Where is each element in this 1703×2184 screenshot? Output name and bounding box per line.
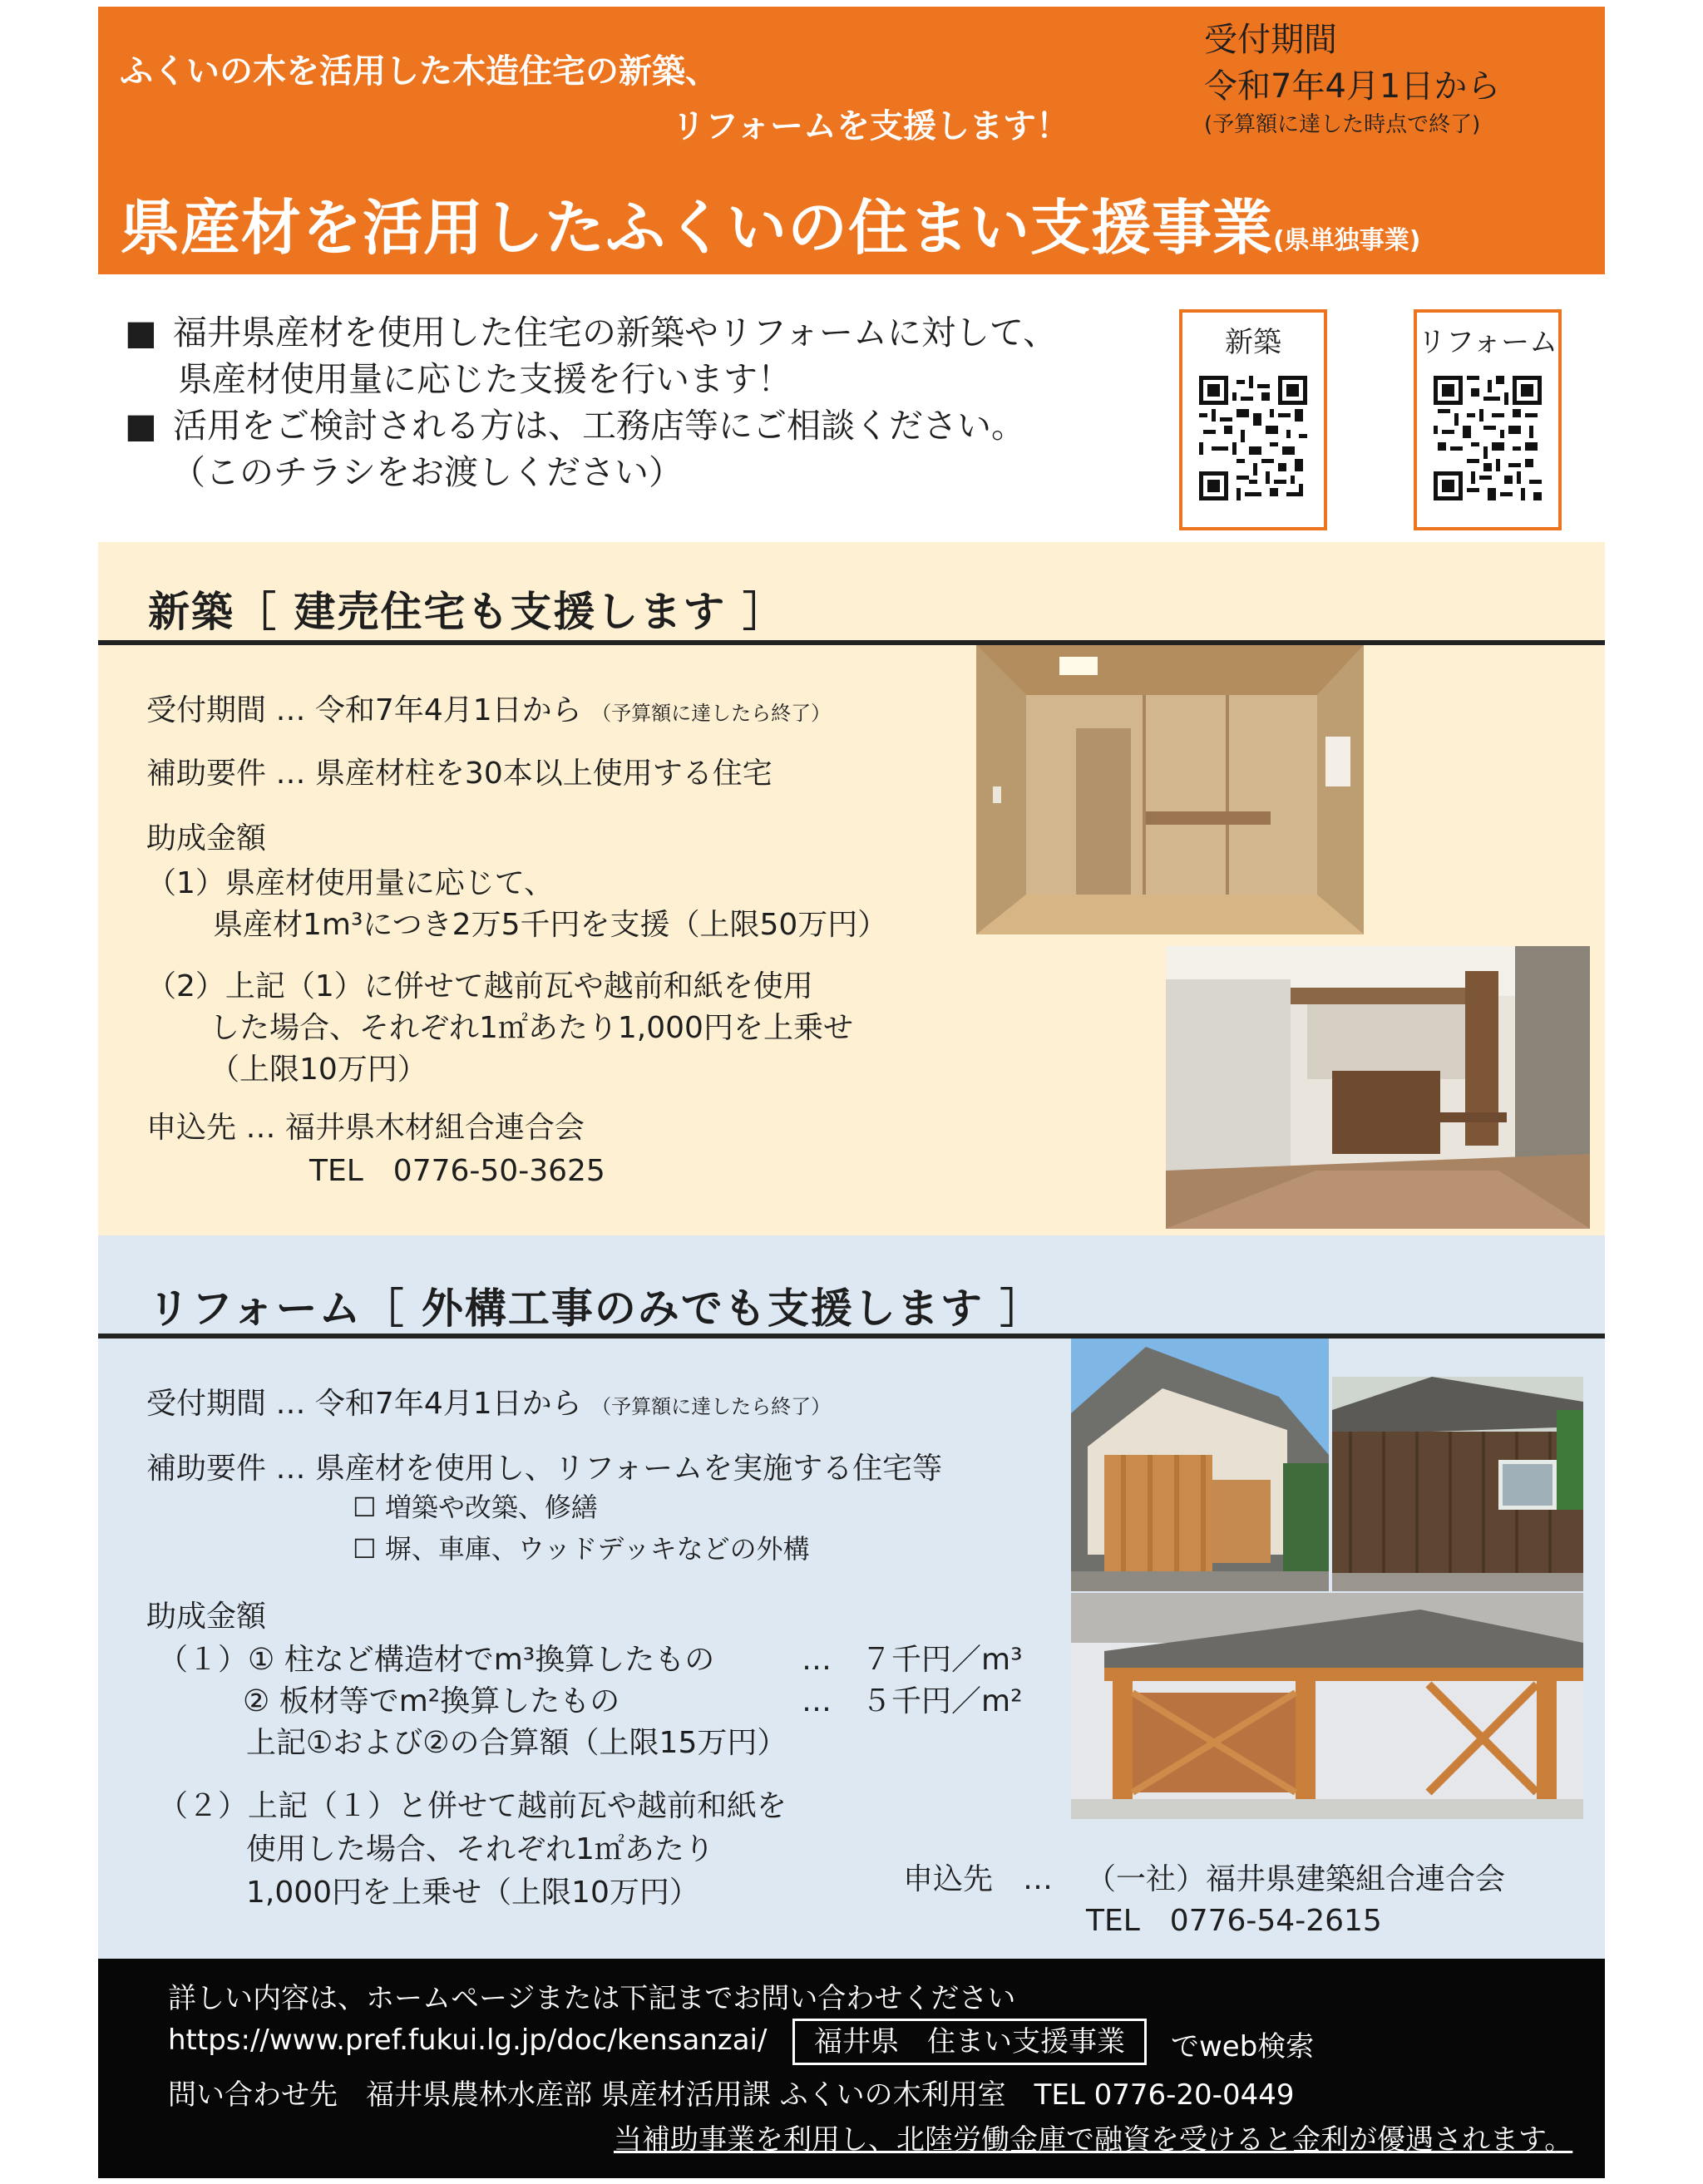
qr-code-icon	[1434, 376, 1542, 500]
qr-new-build[interactable]	[1179, 309, 1327, 530]
footer-intro: 詳しい内容は、ホームページまたは下記までお問い合わせください	[168, 1982, 1016, 2015]
reform-apply-label: 申込先 …	[903, 1862, 1054, 1896]
page-title-text: 県産材を活用したふくいの住まい支援事業	[120, 193, 1274, 263]
page-title-note: (県単独事業)	[1273, 226, 1421, 255]
qr-code-icon	[1199, 376, 1307, 500]
new-item1-line1: （1）県産材使用量に応じて、	[146, 866, 555, 900]
new-apply-tel: TEL 0776-50-3625	[309, 1154, 605, 1188]
header-subtitle-1: ふくいの木を活用した木造住宅の新築、	[120, 52, 718, 91]
reform-req-value: … 県産材を使用し、リフォームを実施する住宅等	[275, 1452, 943, 1486]
header-period	[1204, 17, 1588, 140]
reform-item1-line3: 上記①および②の合算額（上限15万円）	[246, 1726, 787, 1760]
footer-url-link[interactable]: https://www.pref.fukui.lg.jp/doc/kensanzai/	[168, 2024, 768, 2057]
reform-apply-value: （一社）福井県建築組合連合会	[1086, 1862, 1506, 1896]
interior-photo-2	[1166, 946, 1590, 1229]
new-build-header	[98, 542, 1605, 645]
reform-heading: リフォーム［ 外構工事のみでも支援します ］	[148, 1284, 1044, 1333]
reform-check-1: ☐ 増築や改築、修繕	[353, 1491, 598, 1523]
reform-item1-rate1: … ７千円／m³	[802, 1643, 1023, 1677]
intro-line-1-text: 福井県産材を使用した住宅の新築やリフォームに対して、	[173, 313, 1058, 352]
reform-item1-line1: （１）① 柱など構造材でm³換算したもの	[158, 1643, 715, 1677]
exterior-photo-1	[1071, 1339, 1329, 1591]
reform-item1-rate2: … ５千円／m²	[802, 1684, 1023, 1718]
reform-amount-label: 助成金額	[146, 1600, 267, 1634]
exterior-photo-3	[1071, 1593, 1583, 1819]
footer-contact-line: 問い合わせ先 福井県農林水産部 県産材活用課 ふくいの木利用室 TEL 0776-20-0449	[168, 2078, 1295, 2112]
new-period-value: … 令和7年4月1日から	[275, 693, 582, 727]
intro-line-3	[125, 402, 1172, 449]
new-req-value: … 県産材柱を30本以上使用する住宅	[275, 757, 773, 791]
footer-contact	[98, 1959, 1605, 2178]
new-item1-line2: 県産材1m³につき2万5千円を支援（上限50万円）	[213, 908, 888, 942]
reform-check-2: ☐ 塀、車庫、ウッドデッキなどの外構	[353, 1533, 810, 1565]
intro-line-1	[125, 309, 1172, 356]
reform-period-row	[146, 1383, 831, 1427]
new-apply-row	[146, 1107, 585, 1149]
new-period-row	[146, 690, 831, 734]
reform-period-note: （予算額に達したら終了）	[591, 1395, 832, 1418]
bullet-square: ■	[125, 406, 157, 446]
header-period-date: 令和7年4月1日から	[1204, 67, 1501, 106]
reform-item2-line2: 使用した場合、それぞれ1㎡あたり	[246, 1832, 714, 1866]
page-title	[120, 180, 1420, 266]
qr-new-label: 新築	[1225, 326, 1281, 359]
new-apply-value: … 福井県木材組合連合会	[245, 1111, 585, 1145]
intro-line-4: （このチラシをお渡しください）	[171, 452, 683, 492]
header-subtitle-2: リフォームを支援します！	[672, 107, 1069, 145]
new-apply-label: 申込先	[146, 1111, 237, 1145]
intro-line-3-text: 活用をご検討される方は、工務店等にご相談ください。	[173, 406, 1025, 446]
reform-req-label: 補助要件	[146, 1452, 267, 1486]
header-banner	[98, 7, 1605, 274]
reform-req-row	[146, 1448, 942, 1490]
new-build-heading: 新築［ 建売住宅も支援します ］	[148, 588, 786, 636]
new-period-label: 受付期間	[146, 693, 267, 727]
reform-apply-tel: TEL 0776-54-2615	[1086, 1904, 1382, 1938]
search-term-box: 福井県 住まい支援事業	[792, 2019, 1147, 2065]
reform-period-label: 受付期間	[146, 1387, 267, 1421]
header-period-label: 受付期間	[1204, 21, 1337, 59]
interior-photo-1	[976, 645, 1364, 934]
new-item2-line2: した場合、それぞれ1㎡あたり1,000円を上乗せ	[210, 1011, 853, 1045]
reform-item2-line3: 1,000円を上乗せ（上限10万円）	[246, 1876, 699, 1910]
header-period-note: (予算額に達した時点で終了)	[1204, 112, 1481, 137]
exterior-photo-2	[1332, 1377, 1583, 1591]
reform-item2-line1: （２）上記（１）と併せて越前瓦や越前和紙を	[158, 1789, 787, 1823]
new-req-label: 補助要件	[146, 757, 267, 791]
new-build-body	[98, 645, 1605, 1235]
qr-reform-label: リフォーム	[1417, 326, 1558, 359]
new-amount-label: 助成金額	[146, 821, 267, 855]
qr-reform[interactable]	[1414, 309, 1562, 530]
new-period-note: （予算額に達したら終了）	[591, 702, 832, 725]
reform-period-value: … 令和7年4月1日から	[275, 1387, 582, 1421]
bullet-square: ■	[125, 313, 157, 352]
loan-benefit-note: 当補助事業を利用し、北陸労働金庫で融資を受けると金利が優遇されます。	[614, 2123, 1573, 2157]
reform-item1-line2: ② 板材等でm²換算したもの	[243, 1684, 620, 1718]
reform-header	[98, 1235, 1605, 1339]
reform-body	[98, 1339, 1605, 1959]
new-item2-line1: （2）上記（1）に併せて越前瓦や越前和紙を使用	[146, 969, 813, 1003]
new-item2-line3: （上限10万円）	[210, 1053, 427, 1087]
intro-line-2: 県産材使用量に応じた支援を行います！	[178, 359, 792, 399]
new-req-row	[146, 753, 773, 795]
search-suffix: でweb検索	[1171, 2030, 1315, 2063]
intro-text	[125, 309, 1172, 495]
